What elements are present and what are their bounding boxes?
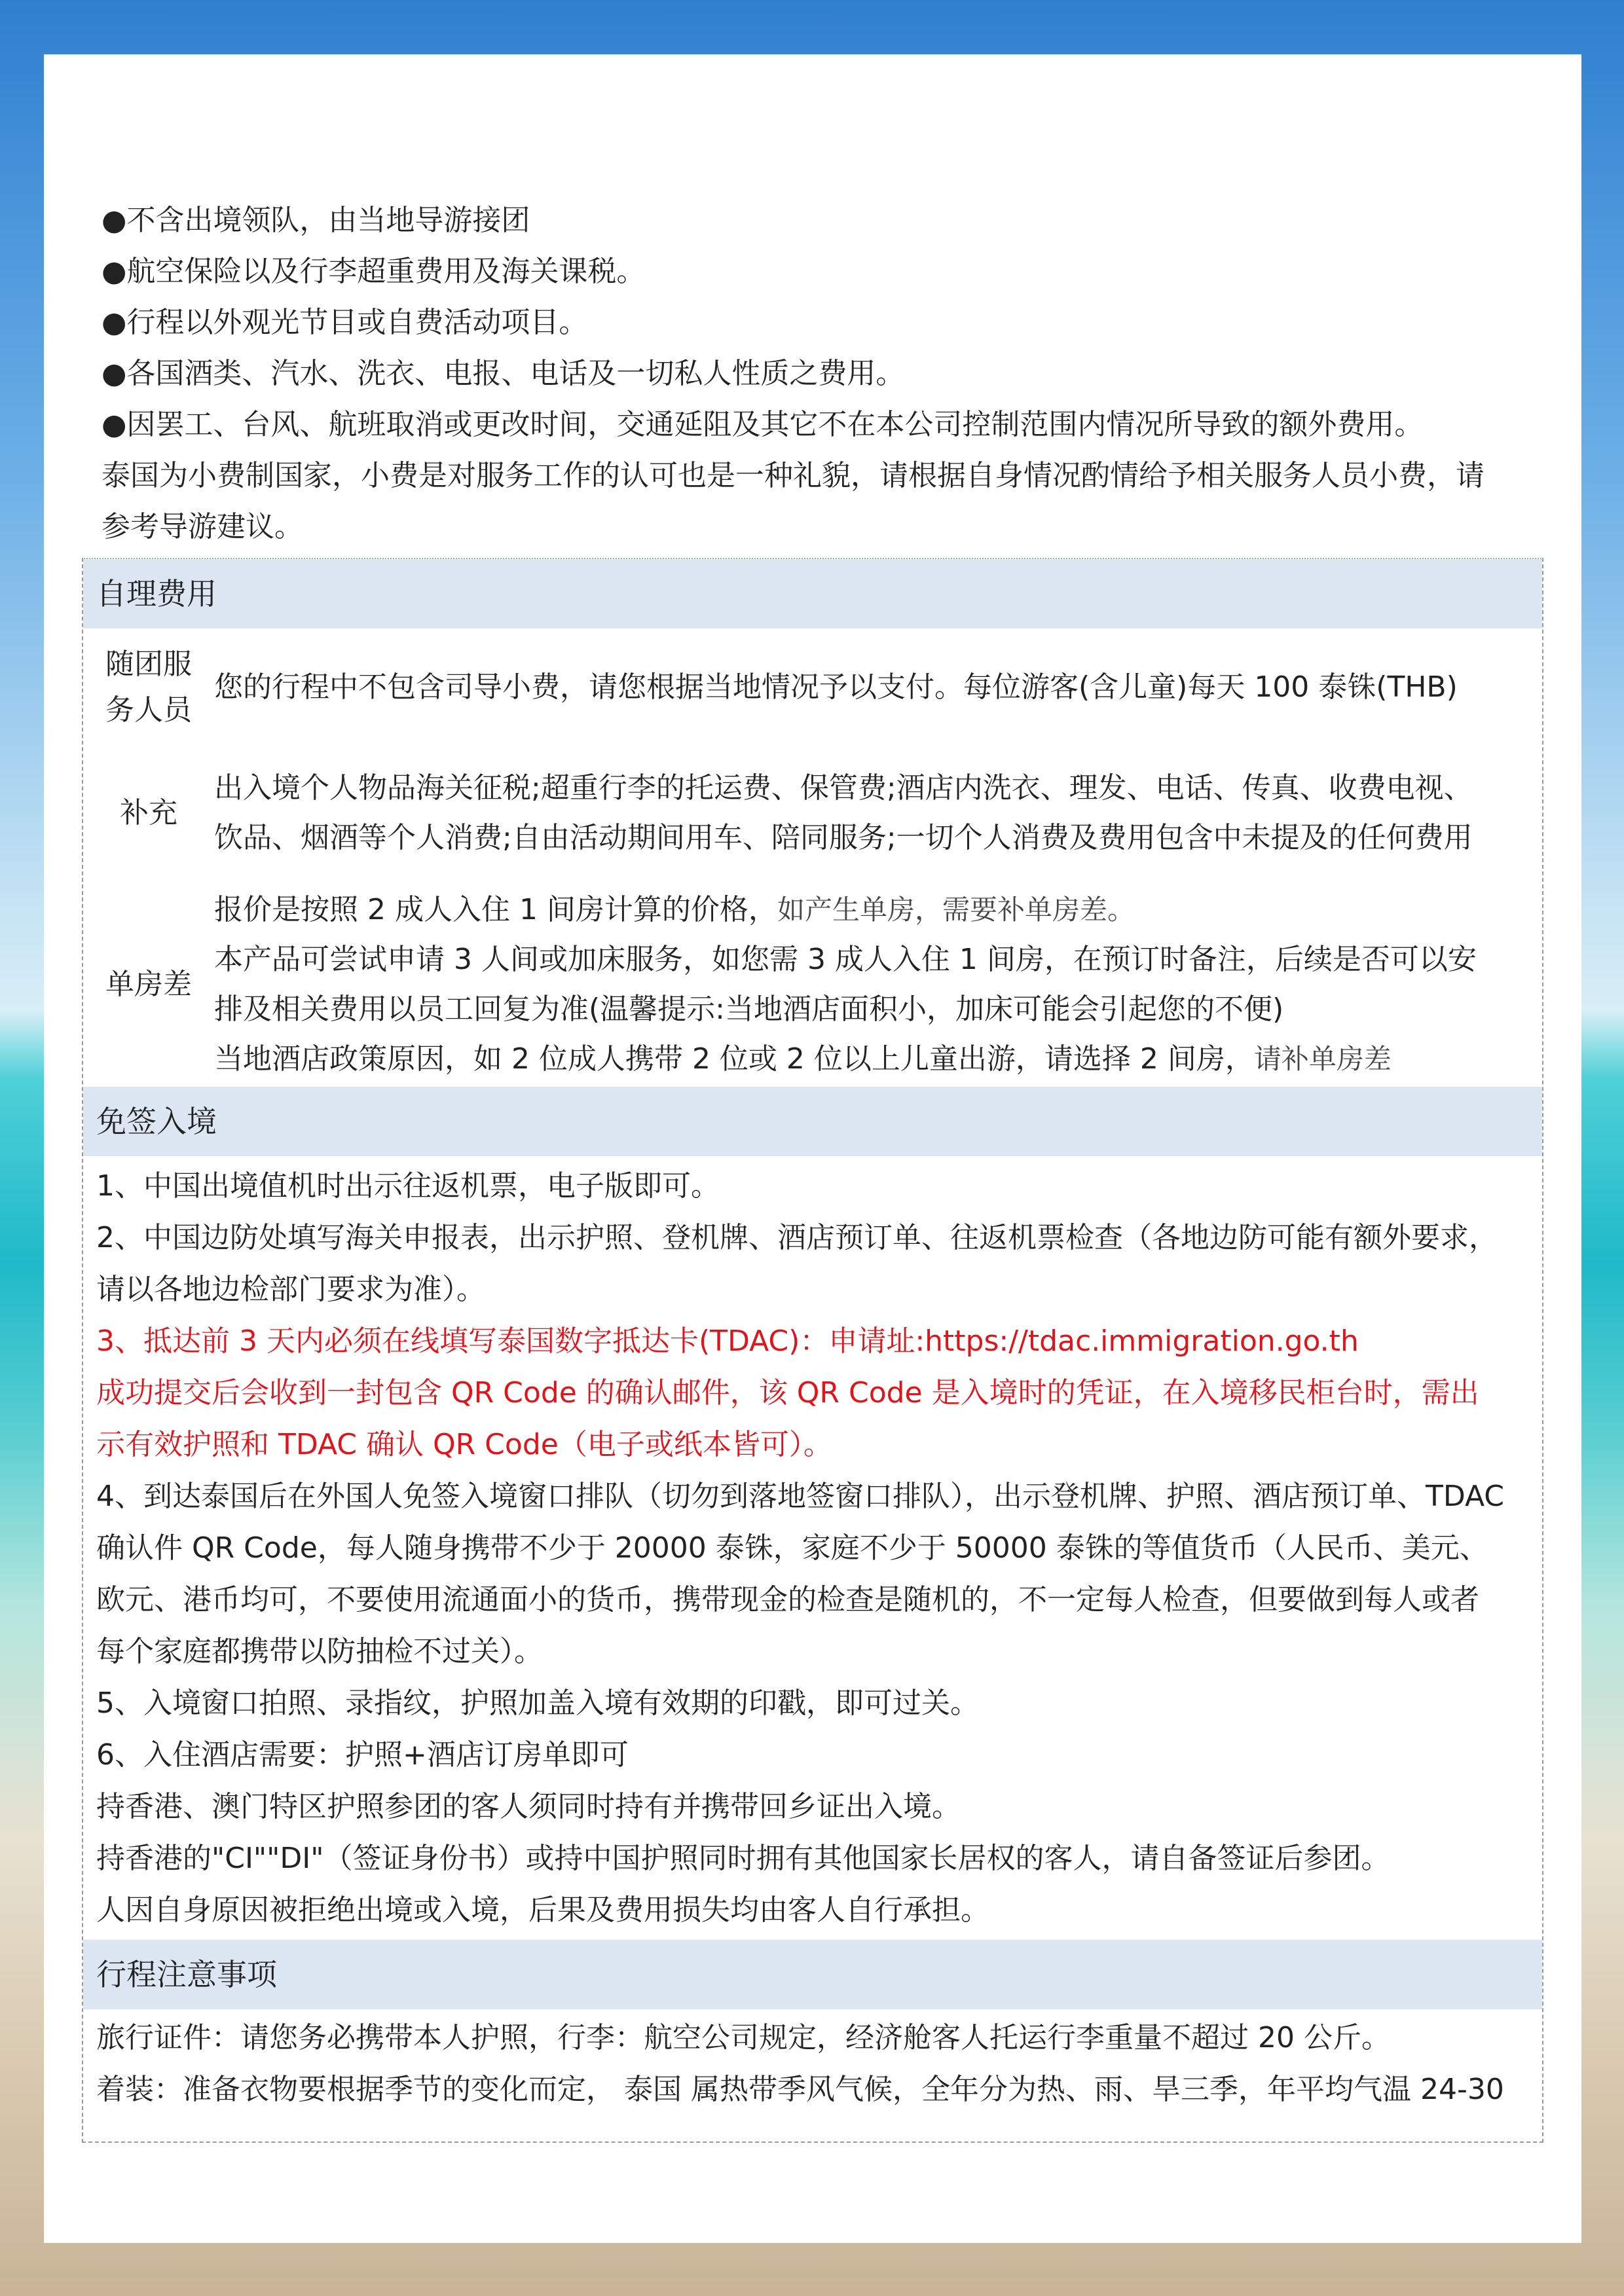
tip-note: 参考导游建议。 (101, 510, 303, 543)
text-line: 4、到达泰国后在外国人免签入境窗口排队（切勿到落地签窗口排队），出示登机牌、护照、酒店预订单、TDAC (96, 1480, 1505, 1513)
text-span: 当地酒店政策原因，如 2 位成人携带 2 位或 2 位以上儿童出游，请选择 2 间房， (214, 1042, 1254, 1076)
row-text (214, 885, 1477, 1084)
table-row (83, 744, 1542, 883)
text-line: 1、中国出境值机时出示往返机票，电子版即可。 (96, 1169, 720, 1203)
document-page (44, 54, 1581, 2243)
list-item: ●不含出境领队，由当地导游接团 (101, 204, 530, 237)
tdac-notice-line: 3、抵达前 3 天内必须在线填写泰国数字抵达卡(TDAC)：申请址:https://tdac.immigration.go.th (96, 1324, 1359, 1358)
text-span: 请补单房差 (1253, 1043, 1392, 1075)
row-label-line: 务人员 (105, 693, 192, 727)
text-line: 旅行证件：请您务必携带本人护照，行李：航空公司规定，经济舱客人托运行李重量不超过 20 公斤。 (96, 2021, 1390, 2054)
table-row (83, 631, 1542, 744)
text-line: 请以各地边检部门要求为准）。 (96, 1273, 485, 1306)
list-item: ●行程以外观光节目或自费活动项目。 (101, 306, 588, 339)
text-span: 报价是按照 2 成人入住 1 间房计算的价格， (214, 893, 777, 926)
text-line: 确认件 QR Code，每人随身携带不少于 20000 泰铢，家庭不少于 50000 泰铢的等值货币（人民币、美元、 (96, 1531, 1488, 1565)
tdac-notice-line: 成功提交后会收到一封包含 QR Code 的确认邮件，该 QR Code 是入境时的凭证，在入境移民柜台时，需出 (96, 1376, 1479, 1410)
text-line (214, 1034, 1477, 1084)
info-table (82, 558, 1543, 2143)
text-line (214, 885, 1477, 935)
tip-note: 泰国为小费制国家，小费是对服务工作的认可也是一种礼貌，请根据自身情况酌情给予相关服务人员小费，请 (101, 459, 1485, 492)
row-text: 您的行程中不包含司导小费，请您根据当地情况予以支付。每位游客(含儿童)每天 100 泰铢(THB) (214, 670, 1458, 704)
table-row (83, 883, 1542, 1087)
text-line: 排及相关费用以员工回复为准(温馨提示:当地酒店面积小，加床可能会引起您的不便) (214, 993, 1284, 1026)
section-header-notes: 行程注意事项 (83, 1940, 1542, 2009)
row-label: 单房差 (105, 968, 192, 1001)
text-line: 每个家庭都携带以防抽检不过关）。 (96, 1635, 543, 1668)
text-line: 2、中国边防处填写海关申报表，出示护照、登机牌、酒店预订单、往返机票检查（各地边防可能有额外要求， (96, 1221, 1498, 1254)
list-item: ●因罢工、台风、航班取消或更改时间，交通延阻及其它不在本公司控制范围内情况所导致的额外费用。 (101, 408, 1424, 441)
row-label: 补充 (120, 796, 177, 829)
row-label-line: 随团服 (105, 647, 192, 681)
text-line: 饮品、烟酒等个人消费;自由活动期间用车、陪同服务;一切个人消费及费用包含中未提及的任何费用 (214, 821, 1473, 854)
list-item: ●各国酒类、汽水、洗衣、电报、电话及一切私人性质之费用。 (101, 357, 905, 390)
row-label (83, 642, 214, 733)
text-span: 如产生单房，需要补单房差。 (777, 894, 1135, 926)
notes-content (83, 2009, 1542, 2115)
section-header-visa-free: 免签入境 (83, 1087, 1542, 1156)
section-header-self-pay: 自理费用 (83, 559, 1542, 629)
text-line: 本产品可尝试申请 3 人间或加床服务，如您需 3 成人入住 1 间房，在预订时备注，后续是否可以安 (214, 943, 1477, 976)
text-line: 着装：准备衣物要根据季节的变化而定， 泰国 属热带季风气候，全年分为热、雨、旱三季，年平均气温 24-30 (96, 2073, 1504, 2106)
text-line: 6、入住酒店需要：护照+酒店订房单即可 (96, 1738, 629, 1772)
list-item: ●航空保险以及行李超重费用及海关课税。 (101, 255, 646, 288)
text-line: 欧元、港币均可，不要使用流通面小的货币，携带现金的检查是随机的，不一定每人检查，但要做到每人或者 (96, 1583, 1479, 1616)
tdac-notice-line: 示有效护照和 TDAC 确认 QR Code（电子或纸本皆可）。 (96, 1428, 832, 1461)
text-line: 持香港、澳门特区护照参团的客人须同时持有并携带回乡证出入境。 (96, 1790, 961, 1823)
row-text (214, 763, 1473, 863)
exclusions-list (101, 195, 1485, 553)
text-line: 持香港的"CI""DI"（签证身份书）或持中国护照同时拥有其他国家长居权的客人，请自备签证后参团。 (96, 1842, 1390, 1875)
visa-free-content (83, 1156, 1542, 1936)
text-line: 出入境个人物品海关征税;超重行李的托运费、保管费;酒店内洗衣、理发、电话、传真、收费电视、 (214, 771, 1473, 805)
text-line: 5、入境窗口拍照、录指纹，护照加盖入境有效期的印戳，即可过关。 (96, 1686, 979, 1720)
text-line: 人因自身原因被拒绝出境或入境，后果及费用损失均由客人自行承担。 (96, 1893, 989, 1927)
